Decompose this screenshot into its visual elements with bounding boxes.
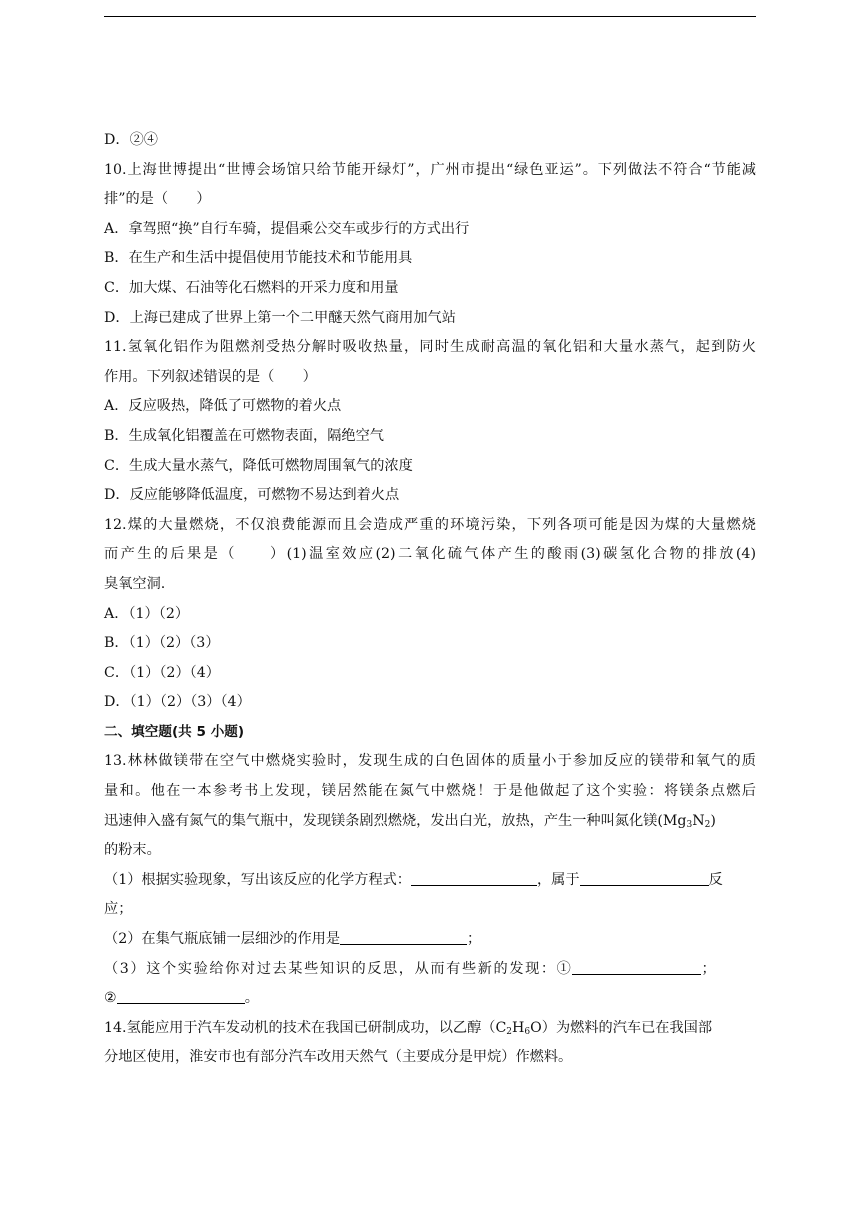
q13-part3-text-a: （3）这个实验给你对过去某些知识的反思，从而有些新的发现：①	[104, 960, 573, 977]
q13-part3-cont	[104, 984, 756, 1014]
q13-blank-discovery-2[interactable]	[117, 989, 245, 1004]
q14-mid-h: H	[512, 1019, 525, 1036]
q12-option-b: B．（1）（2）（3）	[104, 635, 220, 652]
q12-stem-line1: 12.煤的大量燃烧，不仅浪费能源而且会造成严重的环境污染，下列各项可能是因为煤的大量燃烧	[104, 516, 756, 533]
q12-option-c: C．（1）（2）（4）	[104, 664, 220, 681]
q12-option-a: A．（1）（2）	[104, 605, 190, 622]
q13-part1-text-a: （1）根据实验现象，写出该反应的化学方程式：	[104, 871, 411, 888]
q13-part2-text-a: （2）在集气瓶底铺一层细沙的作用是	[104, 931, 341, 948]
q13-line2: 量和。他在一本参考书上发现，镁居然能在氮气中燃烧！于是他做起了这个实验：将镁条点燃后	[104, 783, 756, 800]
q12-stem-line2: 而产生的后果是（ ）(1)温室效应(2)二氧化硫气体产生的酸雨(3)碳氢化合物的排放(4)	[104, 546, 756, 563]
q13-part1-cont: 应；	[104, 901, 133, 918]
q13-blank-reaction-type[interactable]	[580, 871, 709, 886]
q13-line4: 的粉末。	[104, 842, 161, 859]
q13-blank-discovery-1[interactable]	[572, 960, 701, 975]
q12-stem-line3: 臭氧空洞.	[104, 575, 166, 592]
q10-option-d: D．上海已建成了世界上第一个二甲醚天然气商用加气站	[104, 309, 456, 326]
q14-line1-text-a: 14.氢能应用于汽车发动机的技术在我国已研制成功，以乙醇（C	[104, 1019, 507, 1036]
q11-option-d: D．反应能够降低温度，可燃物不易达到着火点	[104, 487, 400, 504]
q10-option-b: B．在生产和生活中提倡使用节能技术和节能用具	[104, 250, 413, 267]
q13-part3-text-b: ；	[701, 960, 718, 977]
q14-sub-c: 2	[506, 1026, 513, 1037]
q11-stem-line1: 11.氢氧化铝作为阻燃剂受热分解时吸收热量，同时生成耐高温的氧化铝和大量水蒸气，起到防火	[104, 339, 756, 356]
q13-part2-text-b: ；	[467, 931, 482, 948]
q11-option-c: C．生成大量水蒸气，降低可燃物周围氧气的浓度	[104, 457, 413, 474]
q12-option-d: D．（1）（2）（3）（4）	[104, 694, 251, 711]
q13-line3-mid: N	[692, 812, 705, 829]
section-heading: 二、填空题(共 5 小题)	[104, 723, 245, 740]
q11-stem-line2: 作用。下列叙述错误的是（ ）	[104, 368, 317, 385]
q10-option-c: C．加大煤、石油等化石燃料的开采力度和用量	[104, 279, 399, 296]
q13-line3-end: )	[710, 812, 716, 829]
q13-part3-text-c: ②	[104, 990, 117, 1007]
q13-blank-equation[interactable]	[411, 871, 537, 886]
q14-sub-h: 6	[524, 1026, 531, 1037]
page-content	[104, 126, 756, 1073]
q9-option-d: D．②④	[104, 132, 158, 148]
q13-part3-text-d: 。	[244, 990, 259, 1007]
q13-part1-text-b: ，属于	[536, 871, 580, 888]
q13-blank-sand-role[interactable]	[340, 930, 467, 945]
q13-line3-sub2: 2	[704, 819, 711, 830]
q13-part1-text-c: 反	[708, 871, 723, 888]
q13-part3	[104, 955, 756, 985]
q10-option-a: A．拿驾照“换”自行车骑，提倡乘公交车或步行的方式出行	[104, 220, 470, 237]
q11-option-b: B．生成氧化铝覆盖在可燃物表面，隔绝空气	[104, 427, 384, 444]
q14-line2: 分地区使用，淮安市也有部分汽车改用天然气（主要成分是甲烷）作燃料。	[104, 1049, 573, 1066]
q13-line3-sub1: 3	[686, 819, 693, 830]
q13-line3	[104, 807, 756, 837]
q13-part1	[104, 866, 756, 896]
header-rule	[104, 16, 756, 17]
q10-stem-line2: 排”的是（ ）	[104, 191, 211, 208]
q13-line3-text: 迅速伸入盛有氮气的集气瓶中，发现镁条剧烈燃烧，发出白光，放热，产生一种叫氮化镁(Mg	[104, 812, 687, 829]
q14-line1	[104, 1014, 756, 1044]
q13-part2	[104, 925, 756, 955]
q11-option-a: A．反应吸热，降低了可燃物的着火点	[104, 398, 342, 415]
q13-line1: 13.林林做镁带在空气中燃烧实验时，发现生成的白色固体的质量小于参加反应的镁带和氧气的质	[104, 753, 756, 770]
q10-stem-line1: 10.上海世博提出“世博会场馆只给节能开绿灯”，广州市提出“绿色亚运”。下列做法不符合“节能减	[104, 161, 756, 178]
q14-line1-text-b: O）为燃料的汽车已在我国部	[530, 1019, 713, 1036]
